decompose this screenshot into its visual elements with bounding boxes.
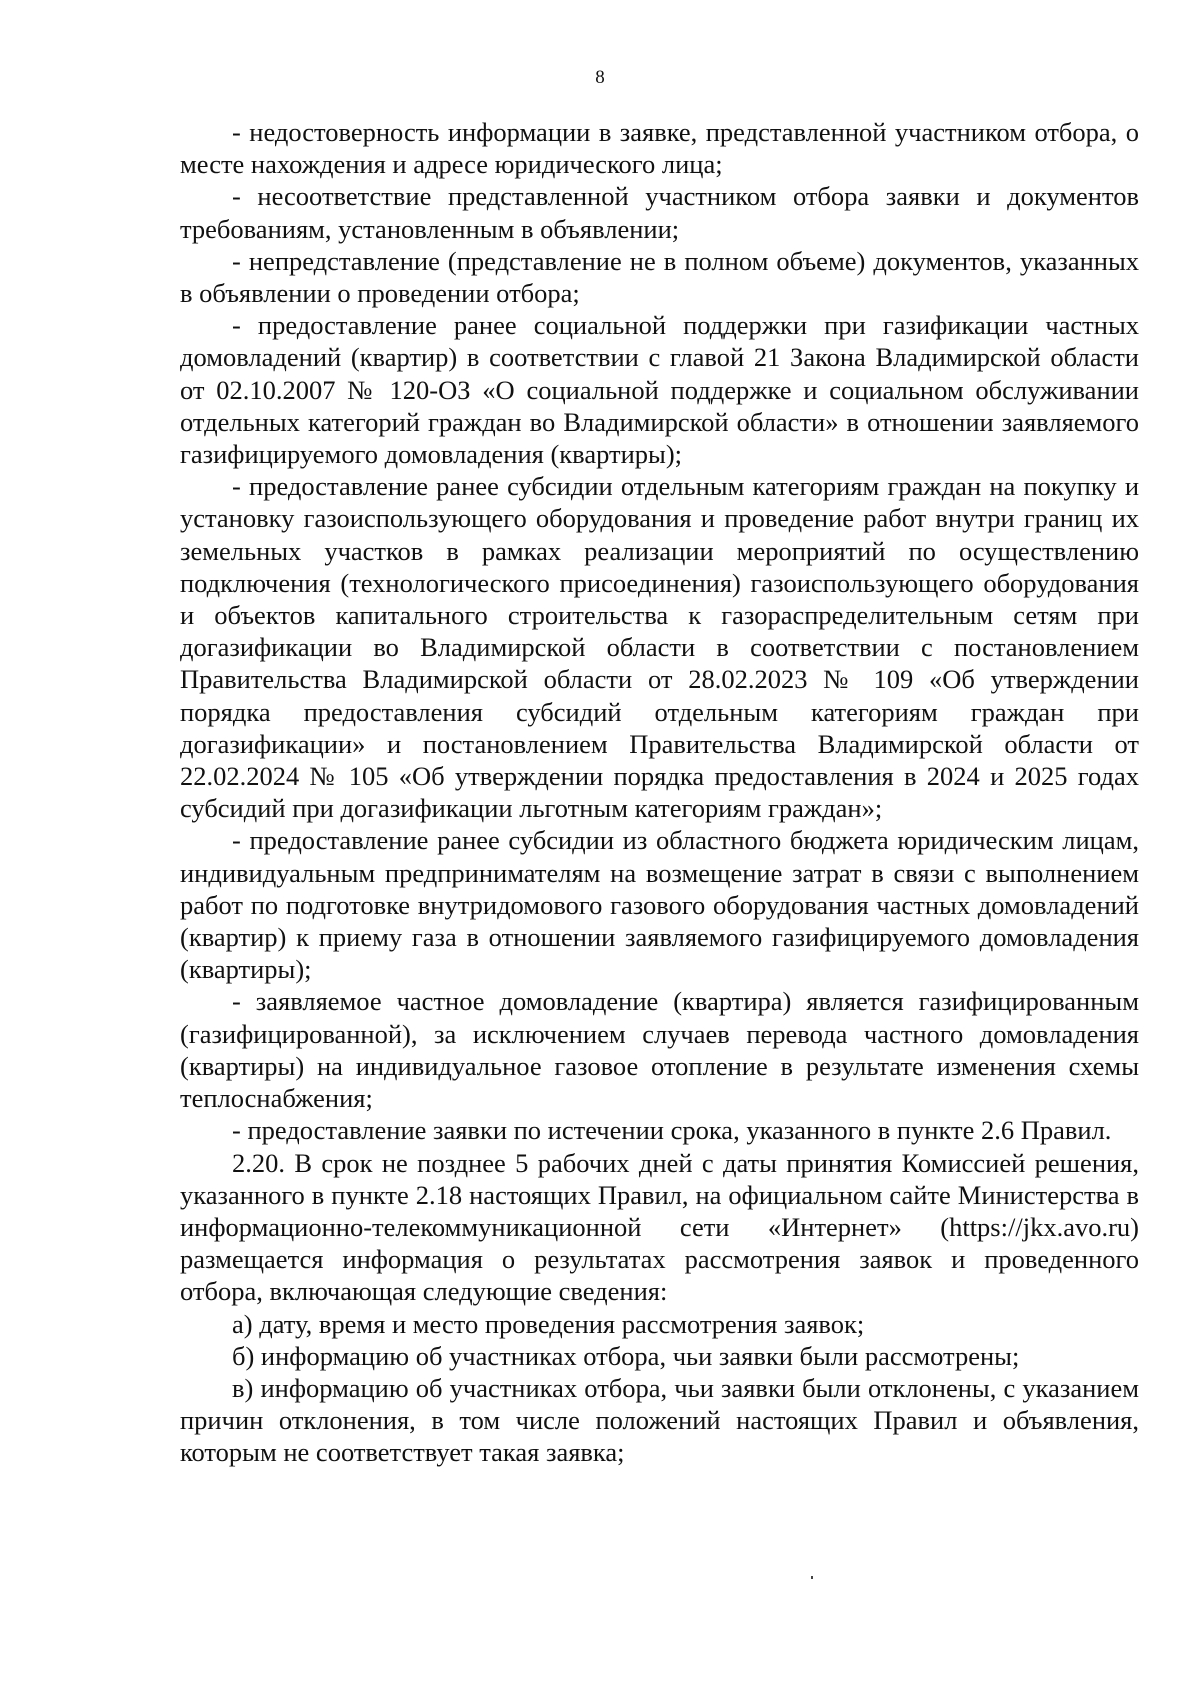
paragraph-item: б) информацию об участниках отбора, чьи заявки были рассмотрены; <box>232 1340 1020 1371</box>
paragraph-item: а) дату, время и место проведения рассмотрения заявок; <box>232 1308 865 1339</box>
paragraph-item: в) информацию об участниках отбора, чьи заявки были отклонены, с указанием причин отклонения, в том числе положений настоящих Правил и объявления, которым не соответствует такая заявка; <box>180 1372 1139 1468</box>
scan-mark <box>811 1576 813 1579</box>
paragraph-item: - предоставление ранее социальной поддержки при газификации частных домовладений (квартир) в соответствии с главой 21 Закона Владимирской области от 02.10.2007 № 120-ОЗ «О социальной поддержке и социальном обслуживании отдельных категорий граждан во Владимирской области» в отношении заявляемого газифицируемого домовладения (квартиры); <box>180 310 1139 470</box>
paragraph-item: - недостоверность информации в заявке, представленной участником отбора, о месте нахождения и адресе юридического лица; <box>180 117 1139 180</box>
document-body <box>180 116 1139 1469</box>
paragraph-item: - предоставление ранее субсидии из областного бюджета юридическим лицам, индивидуальным предпринимателям на возмещение затрат в связи с выполнением работ по подготовке внутридомового газового оборудования частных домовладений (квартир) к приему газа в отношении заявляемого газифицируемого домовладения (квартиры); <box>180 825 1139 985</box>
paragraph-item: - предоставление ранее субсидии отдельным категориям граждан на покупку и установку газоиспользующего оборудования и проведение работ внутри границ их земельных участков в рамках реализации мероприятий по осуществлению подключения (технологического присоединения) газоиспользующего оборудования и объектов капитального строительства к газораспределительным сетям при догазификации во Владимирской области в соответствии с постановлением Правительства Владимирской области от 28.02.2023 № 109 «Об утверждении порядка предоставления субсидий отдельным категориям граждан при догазификации» и постановлением Правительства Владимирской области от 22.02.2024 № 105 «Об утверждении порядка предоставления в 2024 и 2025 годах субсидий при догазификации льготным категориям граждан»; <box>180 471 1139 824</box>
paragraph-item: - предоставление заявки по истечении срока, указанного в пункте 2.6 Правил. <box>232 1115 1112 1146</box>
paragraph-item: 2.20. В срок не позднее 5 рабочих дней с даты принятия Комиссией решения, указанного в пункте 2.18 настоящих Правил, на официальном сайте Министерства в информационно-телекоммуникационной сети «Интернет» (https://jkx.avo.ru) размещается информация о результатах рассмотрения заявок и проведенного отбора, включающая следующие сведения: <box>180 1147 1139 1307</box>
paragraph-item: - заявляемое частное домовладение (квартира) является газифицированным (газифицированной), за исключением случаев перевода частного домовладения (квартиры) на индивидуальное газовое отопление в результате изменения схемы теплоснабжения; <box>180 986 1139 1114</box>
paragraph-item: - непредставление (представление не в полном объеме) документов, указанных в объявлении о проведении отбора; <box>180 245 1139 309</box>
page-number: 8 <box>595 67 605 88</box>
paragraph-item: - несоответствие представленной участником отбора заявки и документов требованиям, установленным в объявлении; <box>180 181 1139 244</box>
